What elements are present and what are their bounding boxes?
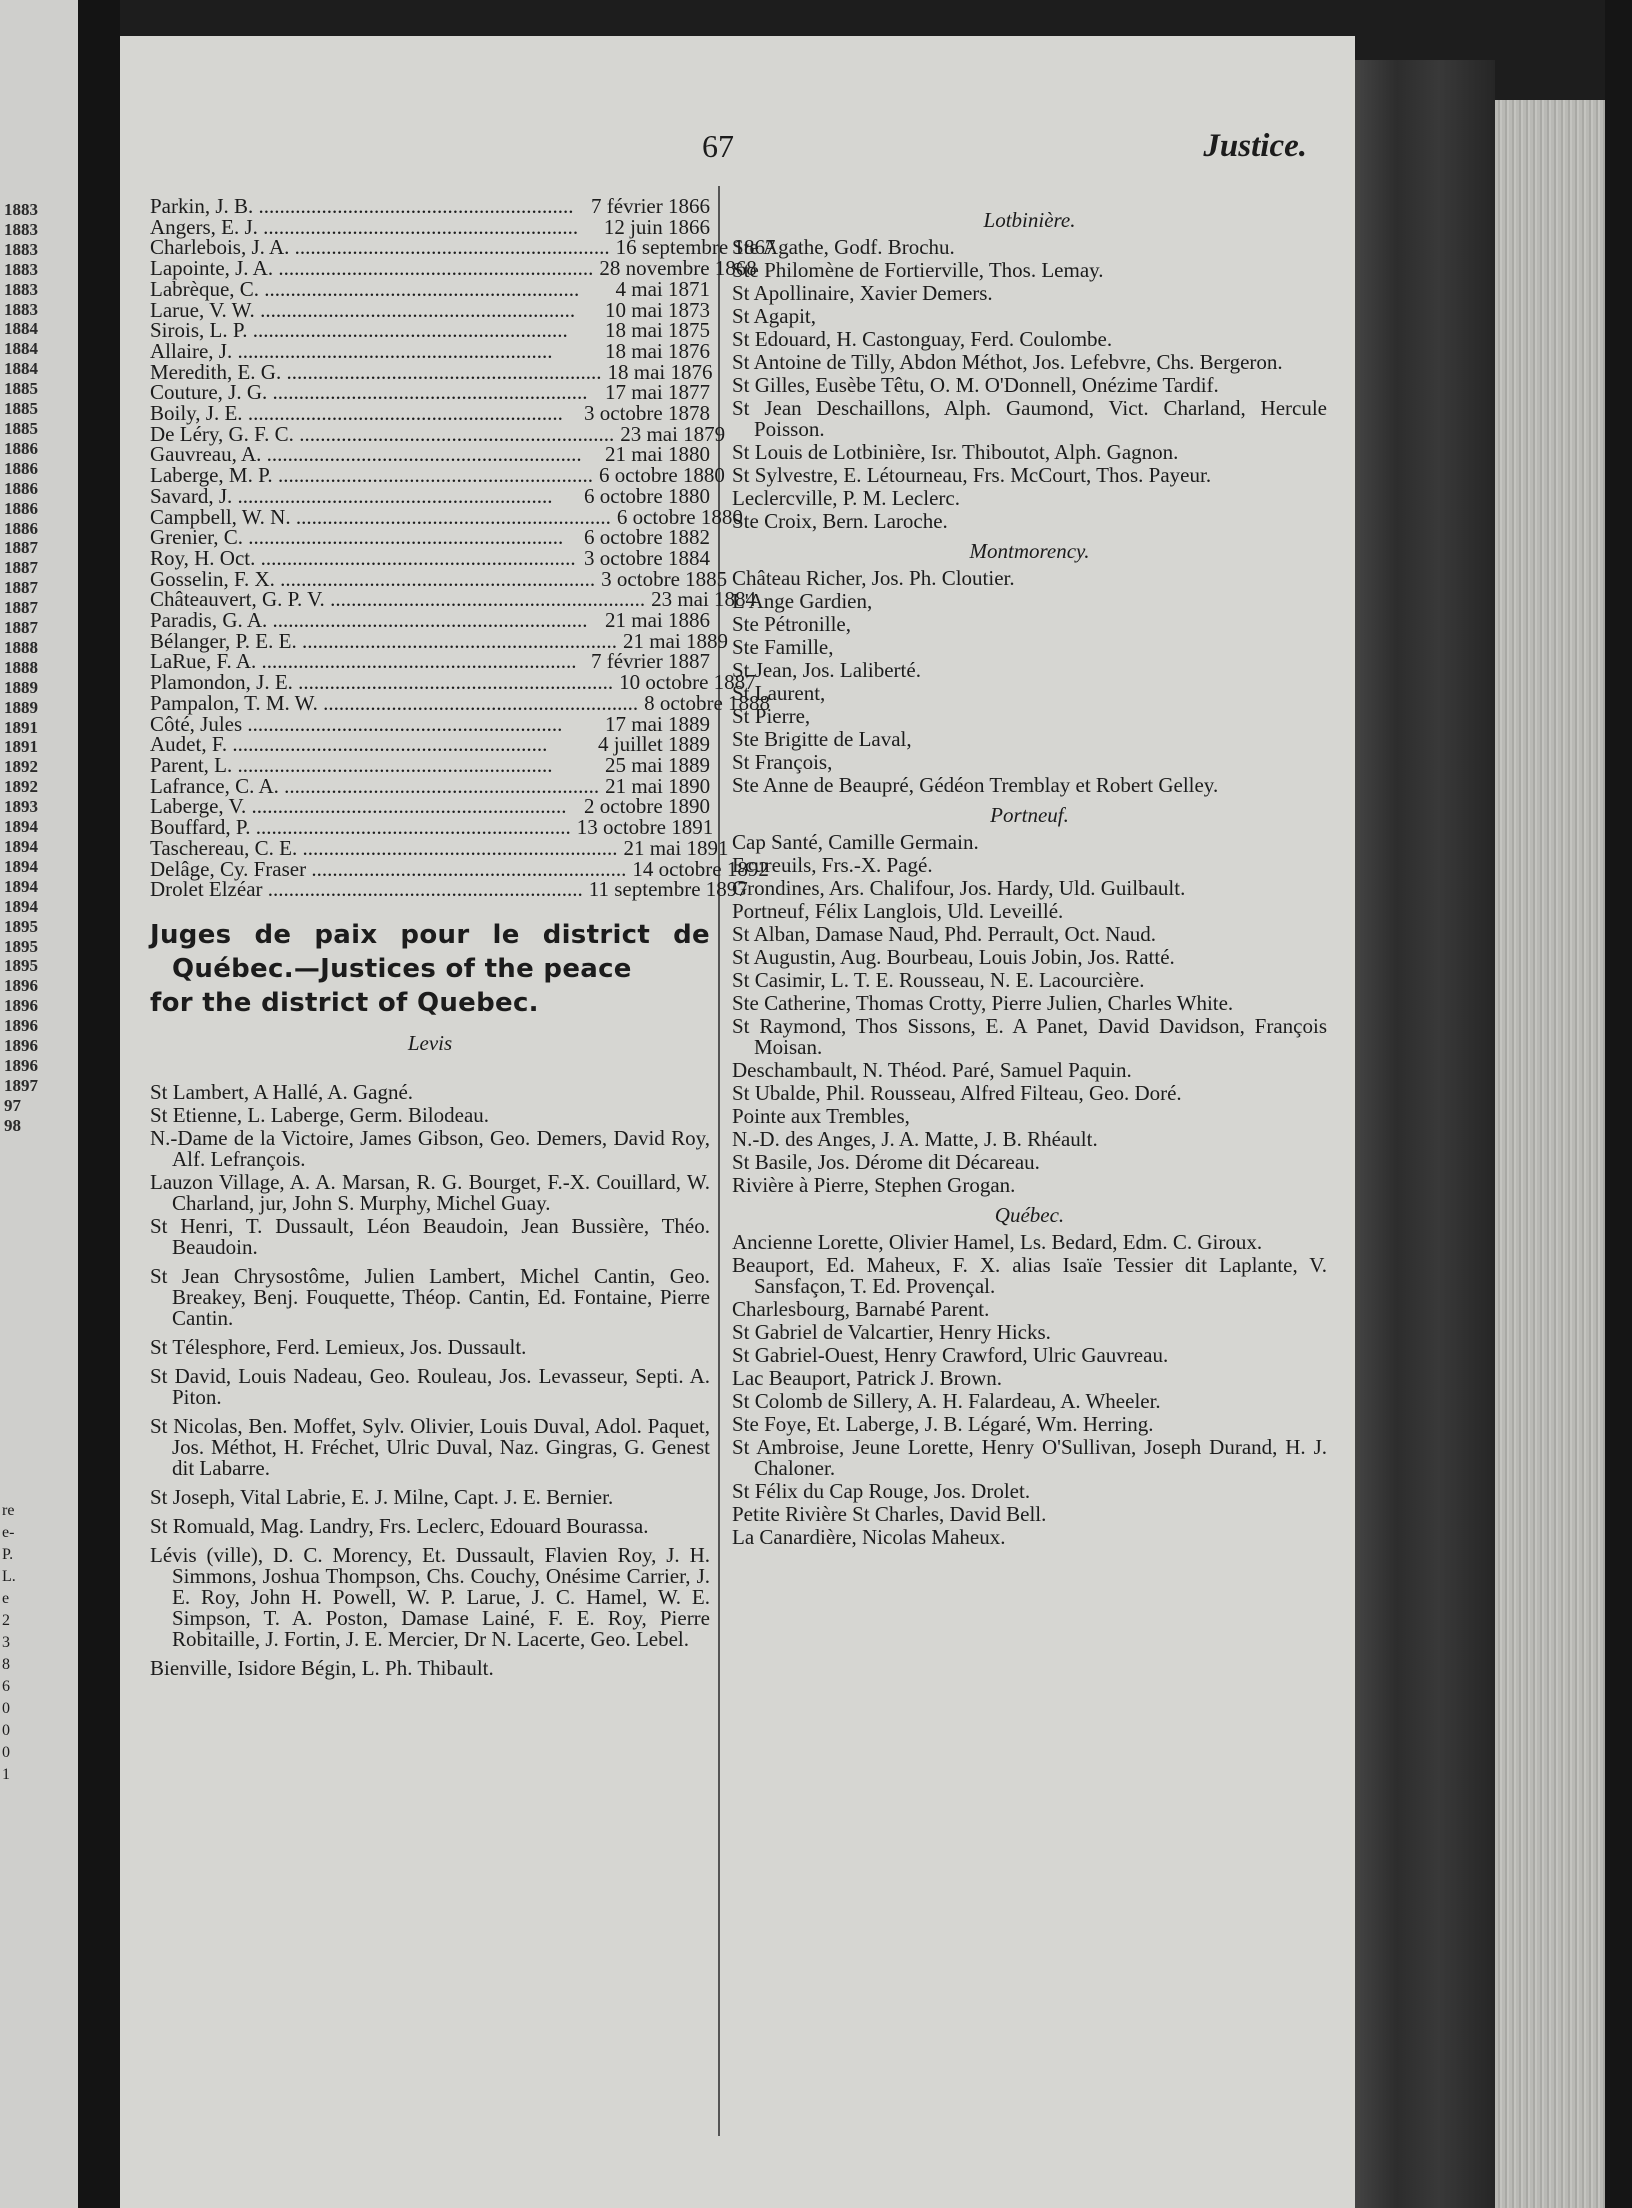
- page-number: 67: [702, 128, 734, 164]
- facing-page-year: 1897: [4, 1075, 38, 1095]
- roster-date: 12 juin 1866: [603, 214, 710, 239]
- page-header: [120, 128, 1355, 178]
- roster-date: 18 mai 1876: [605, 338, 710, 363]
- directory-entry: St Jean Chrysostôme, Julien Lambert, Michel Cantin, Geo. Breakey, Benj. Fouquette, Théop. Cantin, Ed. Fontaine, Pierre Cantin.: [150, 1263, 710, 1330]
- roster-name-text: Parent, L.: [150, 752, 233, 777]
- roster-name: Lafrance, C. A. ............................................................: [150, 773, 600, 798]
- roster-name: Larue, V. W. ............................................................: [150, 297, 576, 322]
- roster-name: Campbell, W. N. ............................................................: [150, 504, 611, 529]
- roster-name: Paradis, G. A. ............................................................: [150, 608, 588, 633]
- roster-name-text: Bouffard, P.: [150, 815, 251, 840]
- directory-entry: St Sylvestre, E. Létourneau, Frs. McCourt, Thos. Payeur.: [732, 463, 1212, 487]
- roster-name: Parent, L. ............................................................: [150, 752, 553, 777]
- roster-row: [150, 382, 710, 403]
- directory-entry: St Basile, Jos. Dérome dit Décareau.: [732, 1150, 1040, 1174]
- district-title-montmorency: Montmorency.: [969, 539, 1090, 563]
- roster-date: 7 février 1866: [591, 194, 710, 218]
- directory-entry: Château Richer, Jos. Ph. Cloutier.: [732, 566, 1015, 590]
- book-cover-edge: [1605, 0, 1632, 2208]
- facing-page-year: 1883: [4, 259, 38, 279]
- roster-row: [150, 711, 710, 736]
- roster-name-text: Angers, E. J.: [150, 214, 258, 239]
- roster-name: Drolet Elzéar ............................................................: [150, 877, 583, 902]
- roster-row: [150, 835, 729, 860]
- facing-page-year: 98: [4, 1115, 21, 1135]
- roster-date: 21 mai 1886: [605, 608, 710, 633]
- facing-page-year: 1886: [4, 518, 38, 538]
- directory-entry: L'Ange Gardien,: [732, 589, 873, 613]
- facing-page-year: 1887: [4, 618, 38, 638]
- facing-page-year: 1893: [4, 797, 38, 817]
- heading-line-2: Québec.—Justices of the peace: [172, 953, 632, 984]
- roster-name-text: Meredith, E. G.: [150, 359, 282, 384]
- book-page: [120, 36, 1355, 2208]
- directory-entry: La Canardière, Nicolas Maheux.: [732, 1525, 1006, 1549]
- roster-row: [150, 690, 771, 715]
- roster-name-text: Plamondon, J. E.: [150, 670, 293, 695]
- roster-name-text: Côté, Jules: [150, 711, 243, 736]
- directory-entry: St Alban, Damase Naud, Phd. Perrault, Oct. Naud.: [732, 922, 1157, 946]
- directory-entry: St François,: [732, 750, 833, 774]
- roster-name-text: Larue, V. W.: [150, 297, 255, 322]
- roster-date: 6 octobre 1880: [598, 463, 725, 488]
- directory-entry: Grondines, Ars. Chalifour, Jos. Hardy, Uld. Guilbault.: [732, 876, 1186, 900]
- facing-page-year: 1886: [4, 438, 38, 458]
- facing-page-year: 1883: [4, 239, 38, 259]
- roster-row: [150, 527, 710, 548]
- facing-page-year: 1889: [4, 697, 38, 717]
- roster-name: Audet, F. ............................................................: [150, 732, 548, 757]
- facing-page-year: 1896: [4, 976, 38, 996]
- directory-entry: St Colomb de Sillery, A. H. Falardeau, A. Wheeler.: [732, 1389, 1161, 1413]
- roster-date: 17 mai 1877: [605, 380, 710, 405]
- roster-date: 10 mai 1873: [605, 297, 710, 322]
- page-stack-edges: [1495, 100, 1605, 2208]
- facing-page-year: 1896: [4, 996, 38, 1016]
- directory-entry: N.-D. des Anges, J. A. Matte, J. B. Rhéault.: [732, 1127, 1098, 1151]
- facing-page-fragment: P.: [2, 1546, 14, 1563]
- directory-entry: Portneuf, Félix Langlois, Uld. Leveillé.: [732, 899, 1064, 923]
- roster-name: Labrèque, C. ............................................................: [150, 276, 580, 301]
- roster-row: [150, 338, 710, 363]
- roster-date: 23 mai 1884: [651, 587, 757, 612]
- roster-date: 25 mai 1889: [605, 752, 710, 777]
- directory-entry: Ste Foye, Et. Laberge, J. B. Légaré, Wm. Herring.: [732, 1412, 1154, 1436]
- roster-row: [150, 628, 728, 653]
- facing-page-fragment: re: [2, 1502, 15, 1519]
- roster-name: Couture, J. G. ............................................................: [150, 380, 588, 405]
- directory-entry: St Gilles, Eusèbe Têtu, O. M. O'Donnell, Onézime Tardif.: [732, 373, 1219, 397]
- roster-name: Charlebois, J. A. ............................................................: [150, 235, 610, 260]
- roster-row: [150, 403, 710, 424]
- section-heading: [150, 918, 710, 1020]
- roster-date: 11 septembre 1897: [588, 877, 748, 902]
- facing-page-year: 1894: [4, 876, 38, 896]
- roster-name-text: De Léry, G. F. C.: [150, 421, 294, 446]
- facing-page-year: 97: [4, 1095, 21, 1115]
- roster-row: [150, 796, 710, 817]
- directory-entry: St Jean, Jos. Laliberté.: [732, 658, 921, 682]
- facing-page-year: 1883: [4, 219, 38, 239]
- heading-line-1: Juges de paix pour le district de: [150, 919, 710, 950]
- roster-row: [150, 773, 711, 798]
- directory-entry: Ste Anne de Beaupré, Gédéon Tremblay et Robert Gelley.: [732, 773, 1219, 797]
- facing-page-year: 1883: [4, 279, 38, 299]
- directory-entry: Pointe aux Trembles,: [732, 1104, 910, 1128]
- roster-name-text: Allaire, J.: [150, 338, 233, 363]
- roster-name: LaRue, F. A. ............................................................: [150, 649, 577, 674]
- roster-name-text: Drolet Elzéar: [150, 877, 263, 902]
- roster-date: 8 octobre 1888: [644, 690, 771, 715]
- directory-entry: St Télesphore, Ferd. Lemieux, Jos. Dussault.: [150, 1334, 527, 1359]
- roster-name-text: Delâge, Cy. Fraser: [150, 856, 307, 881]
- roster-name-text: Roy, H. Oct.: [150, 545, 256, 570]
- facing-page-fragment: 0: [2, 1722, 10, 1739]
- roster-name: Châteauvert, G. P. V. ............................................................: [150, 587, 646, 612]
- roster-date: 13 octobre 1891: [576, 815, 714, 840]
- directory-entry: St Gabriel-Ouest, Henry Crawford, Ulric Gauvreau.: [732, 1343, 1169, 1367]
- running-title: Justice.: [1203, 128, 1307, 164]
- directory-entry: St Ubalde, Phil. Rousseau, Alfred Filteau, Geo. Doré.: [732, 1081, 1182, 1105]
- facing-page-year: 1888: [4, 657, 38, 677]
- directory-entry: Beauport, Ed. Maheux, F. X. alias Isaïe Tessier dit Laplante, V. Sansfaçon, T. Ed. Provençal.: [732, 1253, 1327, 1298]
- facing-page-year: 1884: [4, 359, 38, 379]
- directory-entry: St Laurent,: [732, 681, 826, 705]
- roster-name: Gosselin, F. X. ............................................................: [150, 566, 596, 591]
- directory-entry: Charlesbourg, Barnabé Parent.: [732, 1297, 990, 1321]
- roster-name-text: Lapointe, J. A.: [150, 256, 274, 281]
- quebec-entries: [732, 1232, 1327, 1548]
- directory-entry: N.-Dame de la Victoire, James Gibson, Geo. Demers, David Roy, Alf. Lefrançois.: [150, 1125, 710, 1171]
- heading-line-3: for the district of Quebec.: [150, 987, 539, 1018]
- roster-row: [150, 196, 710, 217]
- directory-entry: Lévis (ville), D. C. Morency, Et. Dussault, Flavien Roy, J. H. Simmons, Joshua Thompson, Chs. Couchy, Onésime Carrier, J. E. Roy, John H. Powell, W. P. Larue, J. C. Hamel, W. E. Simpson, T. A. Poston, Damase Lainé, F. E. Roy, Pierre Robitaille, J. Fortin, J. E. Mercier, Dr N. Lacerte, Geo. Lebel.: [150, 1542, 710, 1651]
- roster-date: 28 novembre 1868: [599, 256, 757, 281]
- facing-page-fragment: e: [2, 1590, 10, 1607]
- roster-date: 10 octobre 1887: [619, 670, 756, 695]
- right-column: [732, 201, 1327, 1550]
- roster-row: [150, 297, 710, 322]
- roster-name-text: Labrèque, C.: [150, 276, 260, 301]
- roster-name-text: Couture, J. G.: [150, 380, 268, 405]
- directory-entry: Petite Rivière St Charles, David Bell.: [732, 1502, 1047, 1526]
- roster-name-text: Sirois, L. P.: [150, 318, 248, 343]
- roster-name-text: Audet, F.: [150, 732, 228, 757]
- facing-page-fragment: 2: [2, 1612, 10, 1629]
- roster-row: [150, 670, 756, 695]
- directory-entry: St Apollinaire, Xavier Demers.: [732, 281, 993, 305]
- roster-name: Laberge, V. ............................................................: [150, 794, 567, 819]
- roster-name: Boily, J. E. ............................................................: [150, 401, 563, 426]
- roster-name: Taschereau, C. E. ............................................................: [150, 835, 618, 860]
- directory-entry: St Agapit,: [732, 304, 817, 328]
- roster-name: Allaire, J. ............................................................: [150, 338, 553, 363]
- directory-entry: St Lambert, A Hallé, A. Gagné.: [150, 1079, 414, 1104]
- directory-entry: St Henri, T. Dussault, Léon Beaudoin, Jean Bussière, Théo. Beaudoin.: [150, 1213, 710, 1259]
- roster-name-text: Charlebois, J. A.: [150, 235, 290, 260]
- book-gutter: [78, 0, 120, 2208]
- roster-name: Grenier, C. ............................................................: [150, 525, 564, 550]
- directory-entry: Ste Agathe, Godf. Brochu.: [732, 235, 955, 259]
- facing-page-year: 1886: [4, 478, 38, 498]
- montmorency-entries: [732, 568, 1327, 796]
- roster-name: De Léry, G. F. C. ............................................................: [150, 421, 615, 446]
- roster-name-text: Gosselin, F. X.: [150, 566, 275, 591]
- roster-row: [150, 566, 728, 591]
- roster-name-text: Gauvreau, A.: [150, 442, 262, 467]
- directory-entry: St Augustin, Aug. Bourbeau, Louis Jobin, Jos. Ratté.: [732, 945, 1175, 969]
- directory-entry: Ste Brigitte de Laval,: [732, 727, 912, 751]
- roster-row: [150, 587, 757, 612]
- facing-page-fragment: 1: [2, 1766, 10, 1783]
- facing-page-fragment: 0: [2, 1700, 10, 1717]
- directory-entry: Ste Catherine, Thomas Crotty, Pierre Julien, Charles White.: [732, 991, 1234, 1015]
- roster-row: [150, 610, 710, 631]
- facing-page-year: 1883: [4, 200, 38, 219]
- facing-page-years: [4, 200, 58, 1136]
- directory-entry: Leclercville, P. M. Leclerc.: [732, 486, 960, 510]
- directory-entry: Ecureuils, Frs.-X. Pagé.: [732, 853, 933, 877]
- directory-entry: St Gabriel de Valcartier, Henry Hicks.: [732, 1320, 1051, 1344]
- facing-page-year: 1887: [4, 578, 38, 598]
- roster-row: [150, 752, 710, 777]
- directory-entry: Bienville, Isidore Bégin, L. Ph. Thibault.: [150, 1655, 494, 1680]
- facing-page-year: 1883: [4, 299, 38, 319]
- roster-name-text: Savard, J.: [150, 483, 233, 508]
- facing-page-year: 1894: [4, 856, 38, 876]
- facing-page-edge: [0, 0, 78, 2208]
- roster-row: [150, 734, 710, 755]
- roster-name-text: Taschereau, C. E.: [150, 835, 298, 860]
- roster-row: [150, 444, 710, 465]
- roster-date: 6 octobre 1882: [584, 525, 710, 550]
- roster-row: [150, 359, 713, 384]
- roster-name-text: Châteauvert, G. P. V.: [150, 587, 325, 612]
- roster-name-text: Grenier, C.: [150, 525, 244, 550]
- roster-row: [150, 483, 710, 508]
- roster-name: Savard, J. ............................................................: [150, 483, 553, 508]
- directory-entry: Deschambault, N. Théod. Paré, Samuel Paquin.: [732, 1058, 1132, 1082]
- district-title-portneuf: Portneuf.: [990, 803, 1069, 827]
- directory-entry: St Ambroise, Jeune Lorette, Henry O'Sullivan, Joseph Durand, H. J. Chaloner.: [732, 1435, 1327, 1480]
- facing-page-year: 1894: [4, 837, 38, 856]
- roster-name-text: Parkin, J. B.: [150, 194, 254, 218]
- roster-row: [150, 320, 710, 341]
- directory-entry: St Jean Deschaillons, Alph. Gaumond, Vict. Charland, Hercule Poisson.: [732, 396, 1327, 441]
- directory-entry: St Etienne, L. Laberge, Germ. Bilodeau.: [150, 1102, 490, 1127]
- facing-page-fragment: 0: [2, 1744, 10, 1761]
- lotbiniere-entries: [732, 237, 1327, 532]
- roster-row: [150, 463, 725, 488]
- directory-entry: Lac Beauport, Patrick J. Brown.: [732, 1366, 1003, 1390]
- facing-page-fragment: 8: [2, 1656, 10, 1673]
- facing-page-year: 1886: [4, 498, 38, 518]
- roster-row: [150, 815, 714, 840]
- roster-date: 21 mai 1890: [605, 773, 711, 798]
- roster-name-text: Pampalon, T. M. W.: [150, 690, 318, 715]
- roster-row: [150, 214, 710, 239]
- roster-name: Delâge, Cy. Fraser ............................................................: [150, 856, 627, 881]
- roster-date: 14 octobre 1892: [632, 856, 769, 881]
- roster-row: [150, 856, 769, 881]
- roster-row: [150, 235, 776, 260]
- facing-page-year: 1887: [4, 558, 38, 578]
- directory-entry: Ancienne Lorette, Olivier Hamel, Ls. Bedard, Edm. C. Giroux.: [732, 1230, 1263, 1254]
- roster-date: 16 septembre 1867: [615, 235, 776, 260]
- facing-page-year: 1892: [4, 777, 38, 797]
- roster-row: [150, 504, 743, 529]
- roster-date: 3 octobre 1878: [584, 401, 710, 426]
- roster-name: Plamondon, J. E. ............................................................: [150, 670, 614, 695]
- roster-row: [150, 276, 710, 301]
- roster-date: 2 octobre 1890: [584, 794, 710, 819]
- facing-page-year: 1886: [4, 458, 38, 478]
- facing-page-year: 1884: [4, 339, 38, 359]
- roster-name: Roy, H. Oct. ............................................................: [150, 545, 576, 570]
- roster-date: 21 mai 1889: [622, 628, 728, 653]
- facing-page-year: 1896: [4, 1016, 38, 1036]
- roster-row: [150, 421, 726, 446]
- facing-page-year: 1885: [4, 418, 38, 438]
- roster-name: Laberge, M. P. ............................................................: [150, 463, 593, 488]
- directory-entry: St Raymond, Thos Sissons, E. A Panet, David Davidson, François Moisan.: [732, 1014, 1327, 1059]
- district-title-levis: Levis: [407, 1030, 453, 1055]
- levis-entries: [150, 1079, 710, 1680]
- facing-page-year: 1896: [4, 1036, 38, 1056]
- district-title-lotbiniere: Lotbinière.: [983, 208, 1076, 232]
- roster-name: Côté, Jules ............................................................: [150, 711, 563, 736]
- roster-date: 6 octobre 1880: [616, 504, 743, 529]
- directory-entry: St Louis de Lotbinière, Isr. Thiboutot, Alph. Gagnon.: [732, 440, 1179, 464]
- roster-name-text: Boily, J. E.: [150, 401, 243, 426]
- roster-name: Bouffard, P. ............................................................: [150, 815, 571, 840]
- directory-entry: St Joseph, Vital Labrie, E. J. Milne, Capt. J. E. Bernier.: [150, 1484, 614, 1509]
- roster-date: 21 mai 1880: [605, 442, 710, 467]
- facing-page-fragment: e-: [2, 1524, 15, 1541]
- roster-name: Gauvreau, A. ............................................................: [150, 442, 582, 467]
- facing-page-year: 1894: [4, 896, 38, 916]
- facing-page-year: 1894: [4, 817, 38, 837]
- directory-entry: Ste Croix, Bern. Laroche.: [732, 509, 948, 533]
- roster-date: 18 mai 1876: [607, 359, 713, 384]
- roster-row: [150, 877, 748, 902]
- facing-page-year: 1895: [4, 916, 38, 936]
- roster-name: Meredith, E. G. ............................................................: [150, 359, 602, 384]
- roster-name-text: Lafrance, C. A.: [150, 773, 279, 798]
- facing-page-year: 1895: [4, 936, 38, 956]
- roster-name: Bélanger, P. E. E. ............................................................: [150, 628, 617, 653]
- portneuf-entries: [732, 832, 1327, 1196]
- directory-entry: St David, Louis Nadeau, Geo. Rouleau, Jos. Levasseur, Septi. A. Piton.: [150, 1363, 710, 1409]
- facing-page-fragment: 3: [2, 1634, 10, 1651]
- facing-page-year: 1891: [4, 717, 38, 737]
- facing-page-fragments: [2, 1500, 22, 1786]
- directory-entry: Ste Famille,: [732, 635, 834, 659]
- roster-date: 3 octobre 1884: [584, 545, 710, 570]
- directory-entry: St Casimir, L. T. E. Rousseau, N. E. Lacourcière.: [732, 968, 1145, 992]
- directory-entry: St Antoine de Tilly, Abdon Méthot, Jos. Lefebvre, Chs. Bergeron.: [732, 350, 1283, 374]
- directory-entry: Rivière à Pierre, Stephen Grogan.: [732, 1173, 1016, 1197]
- roster-row: [150, 545, 710, 570]
- facing-page-year: 1895: [4, 956, 38, 976]
- roster-name: Lapointe, J. A. ............................................................: [150, 256, 594, 281]
- roster-name-text: Laberge, M. P.: [150, 463, 273, 488]
- facing-page-year: 1888: [4, 637, 38, 657]
- directory-entry: Cap Santé, Camille Germain.: [732, 830, 979, 854]
- directory-entry: St Edouard, H. Castonguay, Ferd. Coulombe.: [732, 327, 1113, 351]
- roster-name-text: Bélanger, P. E. E.: [150, 628, 297, 653]
- roster-date: 6 octobre 1880: [584, 483, 710, 508]
- roster-name: Pampalon, T. M. W. ............................................................: [150, 690, 639, 715]
- roster-name-text: Laberge, V.: [150, 794, 247, 819]
- roster-date: 18 mai 1875: [605, 318, 710, 343]
- roster-date: 17 mai 1889: [605, 711, 710, 736]
- facing-page-fragment: 6: [2, 1678, 10, 1695]
- roster-row: [150, 651, 710, 672]
- directory-entry: St Félix du Cap Rouge, Jos. Drolet.: [732, 1479, 1031, 1503]
- roster-date: 7 février 1887: [591, 649, 710, 674]
- directory-entry: Ste Philomène de Fortierville, Thos. Lemay.: [732, 258, 1104, 282]
- roster-date: 23 mai 1879: [620, 421, 726, 446]
- roster-date: 21 mai 1891: [623, 835, 729, 860]
- book-spine: [1355, 60, 1495, 2208]
- facing-page-year: 1889: [4, 677, 38, 697]
- roster-date: 4 juillet 1889: [598, 732, 710, 757]
- facing-page-year: 1885: [4, 379, 38, 399]
- directory-entry: St Pierre,: [732, 704, 811, 728]
- directory-entry: St Nicolas, Ben. Moffet, Sylv. Olivier, Louis Duval, Adol. Paquet, Jos. Méthot, H. Fréchet, Ulric Duval, Naz. Gingras, G. Genest dit Labarre.: [150, 1413, 710, 1480]
- facing-page-year: 1891: [4, 737, 38, 757]
- roster-row: [150, 256, 757, 281]
- roster-name: Parkin, J. B. ............................................................: [150, 194, 574, 218]
- directory-entry: Lauzon Village, A. A. Marsan, R. G. Bourget, F.-X. Couillard, W. Charland, jur, John S. Murphy, Michel Guay.: [150, 1169, 710, 1215]
- roster-date: 4 mai 1871: [615, 276, 710, 301]
- facing-page-year: 1887: [4, 598, 38, 618]
- roster-name-text: Campbell, W. N.: [150, 504, 291, 529]
- roster-name-text: Paradis, G. A.: [150, 608, 268, 633]
- roster-name-text: LaRue, F. A.: [150, 649, 257, 674]
- facing-page-year: 1884: [4, 319, 38, 339]
- facing-page-year: 1896: [4, 1055, 38, 1075]
- district-title-quebec: Québec.: [994, 1203, 1065, 1227]
- facing-page-year: 1885: [4, 399, 38, 419]
- roster-name: Angers, E. J. ............................................................: [150, 214, 579, 239]
- directory-entry: Ste Pétronille,: [732, 612, 851, 636]
- roster-date: 3 octobre 1885: [601, 566, 728, 591]
- facing-page-fragment: L.: [2, 1568, 16, 1585]
- roster-name: Sirois, L. P. ............................................................: [150, 318, 568, 343]
- directory-entry: St Romuald, Mag. Landry, Frs. Leclerc, Edouard Bourassa.: [150, 1513, 649, 1538]
- facing-page-year: 1892: [4, 757, 38, 777]
- facing-page-year: 1887: [4, 538, 38, 558]
